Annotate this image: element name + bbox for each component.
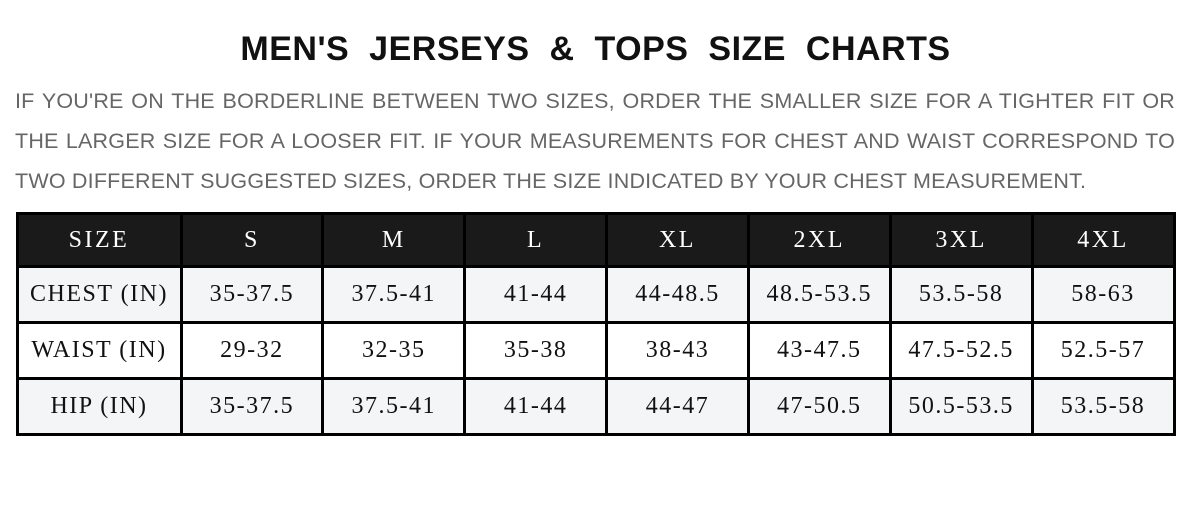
- table-cell: 38-43: [607, 323, 749, 379]
- table-cell: 47.5-52.5: [890, 323, 1032, 379]
- table-cell: 48.5-53.5: [748, 267, 890, 323]
- table-cell: 41-44: [465, 267, 607, 323]
- table-cell: 37.5-41: [323, 379, 465, 435]
- table-cell: 44-48.5: [607, 267, 749, 323]
- column-header-4xl: 4XL: [1032, 214, 1174, 267]
- row-label: WAIST (IN): [17, 323, 181, 379]
- column-header-xl: XL: [607, 214, 749, 267]
- column-header-size: SIZE: [17, 214, 181, 267]
- table-head: [17, 214, 1174, 267]
- table-cell: 29-32: [181, 323, 323, 379]
- table-cell: 35-37.5: [181, 267, 323, 323]
- row-label: CHEST (IN): [17, 267, 181, 323]
- table-cell: 41-44: [465, 379, 607, 435]
- table-cell: 44-47: [607, 379, 749, 435]
- table-row-chest-in: [17, 267, 1174, 323]
- table-cell: 35-37.5: [181, 379, 323, 435]
- table-cell: 47-50.5: [748, 379, 890, 435]
- table-cell: 53.5-58: [890, 267, 1032, 323]
- column-header-m: M: [323, 214, 465, 267]
- table-cell: 53.5-58: [1032, 379, 1174, 435]
- intro-paragraph: IF YOU'RE ON THE BORDERLINE BETWEEN TWO SIZES, ORDER THE SMALLER SIZE FOR A TIGHTER FIT OR THE LARGER SIZE FOR A LOOSER FIT. IF YOUR MEASUREMENTS FOR CHEST AND WAIST CORRESPOND TO TWO DIFFERENT SUGGESTED SIZES, ORDER THE SIZE INDICATED BY YOUR CHEST MEASUREMENT.: [15, 89, 1175, 193]
- table-body: [17, 267, 1174, 435]
- table-cell: 43-47.5: [748, 323, 890, 379]
- table-row-hip-in: [17, 379, 1174, 435]
- row-label: HIP (IN): [17, 379, 181, 435]
- column-header-l: L: [465, 214, 607, 267]
- column-header-3xl: 3XL: [890, 214, 1032, 267]
- table-cell: 50.5-53.5: [890, 379, 1032, 435]
- table-cell: 35-38: [465, 323, 607, 379]
- column-header-s: S: [181, 214, 323, 267]
- size-chart-table: [16, 212, 1176, 436]
- table-cell: 52.5-57: [1032, 323, 1174, 379]
- page-title: MEN'S JERSEYS & TOPS SIZE CHARTS: [240, 30, 951, 68]
- table-cell: 37.5-41: [323, 267, 465, 323]
- table-row-waist-in: [17, 323, 1174, 379]
- header-row: [17, 214, 1174, 267]
- table-cell: 58-63: [1032, 267, 1174, 323]
- table-cell: 32-35: [323, 323, 465, 379]
- column-header-2xl: 2XL: [748, 214, 890, 267]
